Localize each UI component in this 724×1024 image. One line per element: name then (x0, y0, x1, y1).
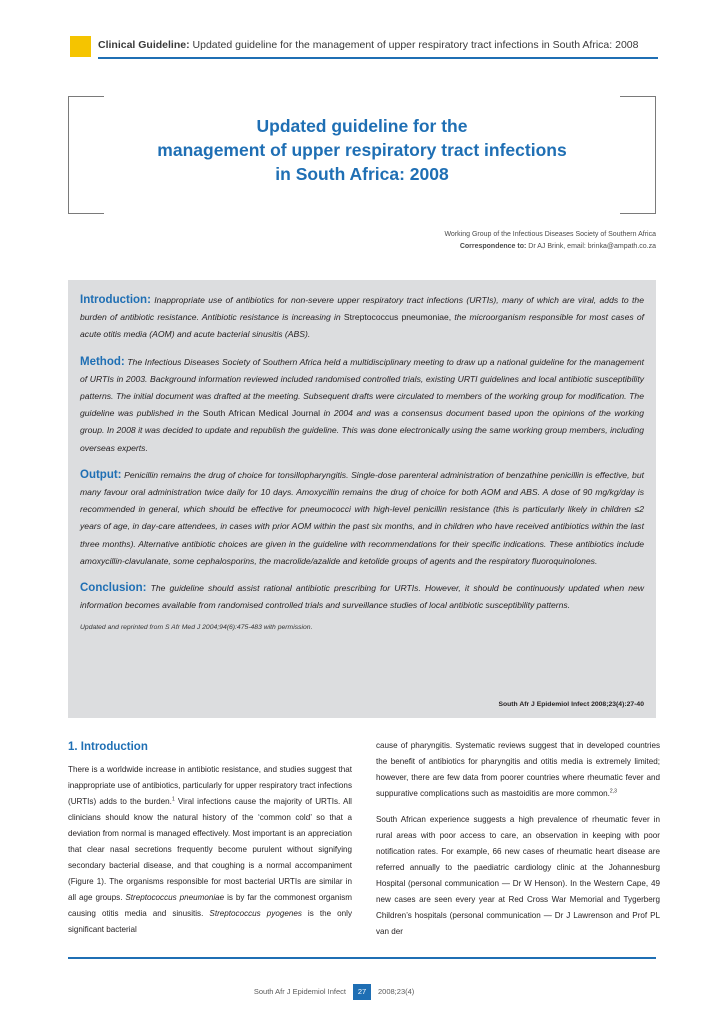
title-line-2: management of upper respiratory tract infections (157, 140, 567, 160)
abstract-introduction-text: Inappropriate use of antibiotics for non-severe upper respiratory tract infections (URTIs), many of which are viral, adds to the burden of antibiotic resistance. Antibiotic resistance is increasing in (80, 295, 644, 323)
footer-volume: 2008;23(4) (378, 987, 415, 996)
abstract-heading-introduction: Introduction: (80, 294, 151, 306)
title-line-1: Updated guideline for the (256, 116, 468, 136)
abstract-method (80, 354, 644, 457)
running-head (98, 39, 638, 51)
abstract-introduction-text-2: the microorganism responsible for most cases of acute otitis media (AOM) and acute bacterial sinusitis (ABS). (80, 312, 644, 340)
abstract-introduction (80, 292, 644, 344)
abstract-heading-method: Method: (80, 355, 125, 368)
correspondence (444, 241, 656, 253)
page-footer (0, 984, 724, 1000)
body-text: South African experience suggests a high prevalence of rheumatic fever in rural areas with poor access to care, an observation in keeping with poor notification rates. For example, 66 new cases of rheumatic heart disease are referred annually to the paediatric cardiology clinic at the Johannesburg Hospital (personal communication — Dr W Henson). In the Western Cape, 49 new cases are seen every year at Red Cross War Memorial and Tygerberg Children’s hospitals (personal communication — Dr J Lawrenson and Prof PL van der (376, 815, 660, 936)
body-text: There is a worldwide increase in antibiotic resistance, and studies suggest that inappropriate use of antibiotics, particularly for upper respiratory tract infections (URTIs) adds to the burden. (68, 765, 352, 806)
reference-marker: 1 (171, 796, 175, 803)
body-column-left (68, 738, 352, 948)
page-number: 27 (353, 984, 371, 1000)
abstract-method-text-2: in 2004 and was a consensus document based upon the opinions of the working group. In 2008 it was decided to update and republish the guideline. This was done electronically using the same working group members, including overseas experts. (80, 408, 644, 453)
author-info (444, 229, 656, 253)
abstract-conclusion-text: The guideline should assist rational antibiotic prescribing for URTIs. However, it should be continuously updated when new information becomes available from randomised controlled trials and surveillance studies of local antibiotic susceptibility patterns. (80, 583, 645, 611)
body-text: cause of pharyngitis. Systematic reviews suggest that in developed countries the benefit of antibiotics for pharyngitis and otitis media is extremely limited; however, there are few data from poorer countries where rheumatic fever and suppurative complications such as mastoiditis are more common. (376, 741, 660, 798)
abstract-output (80, 467, 644, 570)
abstract-heading-conclusion: Conclusion: (80, 582, 147, 595)
title-frame (68, 96, 656, 214)
body-column-right (376, 738, 660, 950)
correspondence-label: Correspondence to: (459, 243, 527, 250)
header-marker (70, 36, 91, 57)
body-paragraph (68, 762, 352, 938)
abstract-journal-name: South African Medical Journal (202, 408, 321, 419)
header-rule (98, 57, 658, 59)
organism-name: Streptococcus pyogenes (209, 909, 302, 918)
page-header (0, 0, 724, 60)
running-head-label: Clinical Guideline: (98, 39, 190, 51)
running-head-title: Updated guideline for the management of upper respiratory tract infections in South Africa: 2008 (192, 39, 639, 51)
body-paragraph (376, 738, 660, 802)
body-text: is the only significant bacterial (68, 909, 352, 934)
footer-rule (68, 957, 656, 959)
abstract-heading-output: Output: (80, 468, 122, 481)
abstract-organism-name: Streptococcus pneumoniae, (343, 312, 452, 323)
abstract-box (68, 280, 656, 718)
article-title (68, 114, 656, 186)
section-heading: 1. Introduction (68, 741, 148, 753)
organism-name: Streptococcus pneumoniae (125, 893, 225, 902)
citation: South Afr J Epidemiol Infect 2008;23(4):27-40 (498, 701, 644, 708)
abstract-conclusion (80, 580, 644, 614)
body-text: Viral infections cause the majority of URTIs. All clinicians should know the natural history of the ‘common cold’ so that a deviation from normal is managed effectively. Most important is an appreciation that clear nasal secretions frequently become purulent without signifying secondary bacterial disease, and that coughing is a normal accompaniment (Figure 1). The organisms responsible for most bacterial URTIs are similar in all age groups. (68, 797, 352, 902)
body-text: is by far the commonest organism causing otitis media and sinusitis. (68, 893, 352, 918)
reprint-note: Updated and reprinted from S Afr Med J 2004;94(6):475-483 with permission. (80, 624, 313, 632)
abstract-method-text: The Infectious Diseases Society of Southern Africa held a multidisciplinary meeting to draw up a national guideline for the management of URTIs in 2003. Background information reviewed included randomised controlled trials, existing URTI guidelines and local antibiotic susceptibility patterns. The initial document was drafted at the meeting. Subsequent drafts were circulated to members of the working group for modification. The guideline was published in the (80, 356, 644, 419)
working-group: Working Group of the Infectious Diseases Society of Southern Africa (444, 231, 656, 238)
correspondence-text: Dr AJ Brink, email: brinka@ampath.co.za (528, 243, 656, 250)
title-line-3: in South Africa: 2008 (275, 164, 449, 184)
body-paragraph (376, 812, 660, 940)
reference-marker: 2,3 (609, 788, 617, 795)
abstract-output-text: Penicillin remains the drug of choice for tonsillopharyngitis. Single-dose parenteral administration of benzathine penicillin is effective, but many favour oral administration twice daily for 10 days. Amoxycillin remains the drug of choice for both AOM and ABS. A dose of 90 mg/kg/day is recommended in general, which should be effective for pneumococci with high-level penicillin resistance (this is particularly likely in children ≤2 years of age, in day-care attendees, in cases with prior AOM within the past six months, and in children who have received antibiotics within the last three months). Alternative antibiotic choices are given in the guideline with recommendations for their specific indications. These antibiotics include amoxycillin-clavulanate, some cephalosporins, the macrolide/azalide and ketolide groups of agents and the respiratory fluoroquinolones. (80, 469, 644, 566)
footer-journal: South Afr J Epidemiol Infect (253, 987, 346, 996)
